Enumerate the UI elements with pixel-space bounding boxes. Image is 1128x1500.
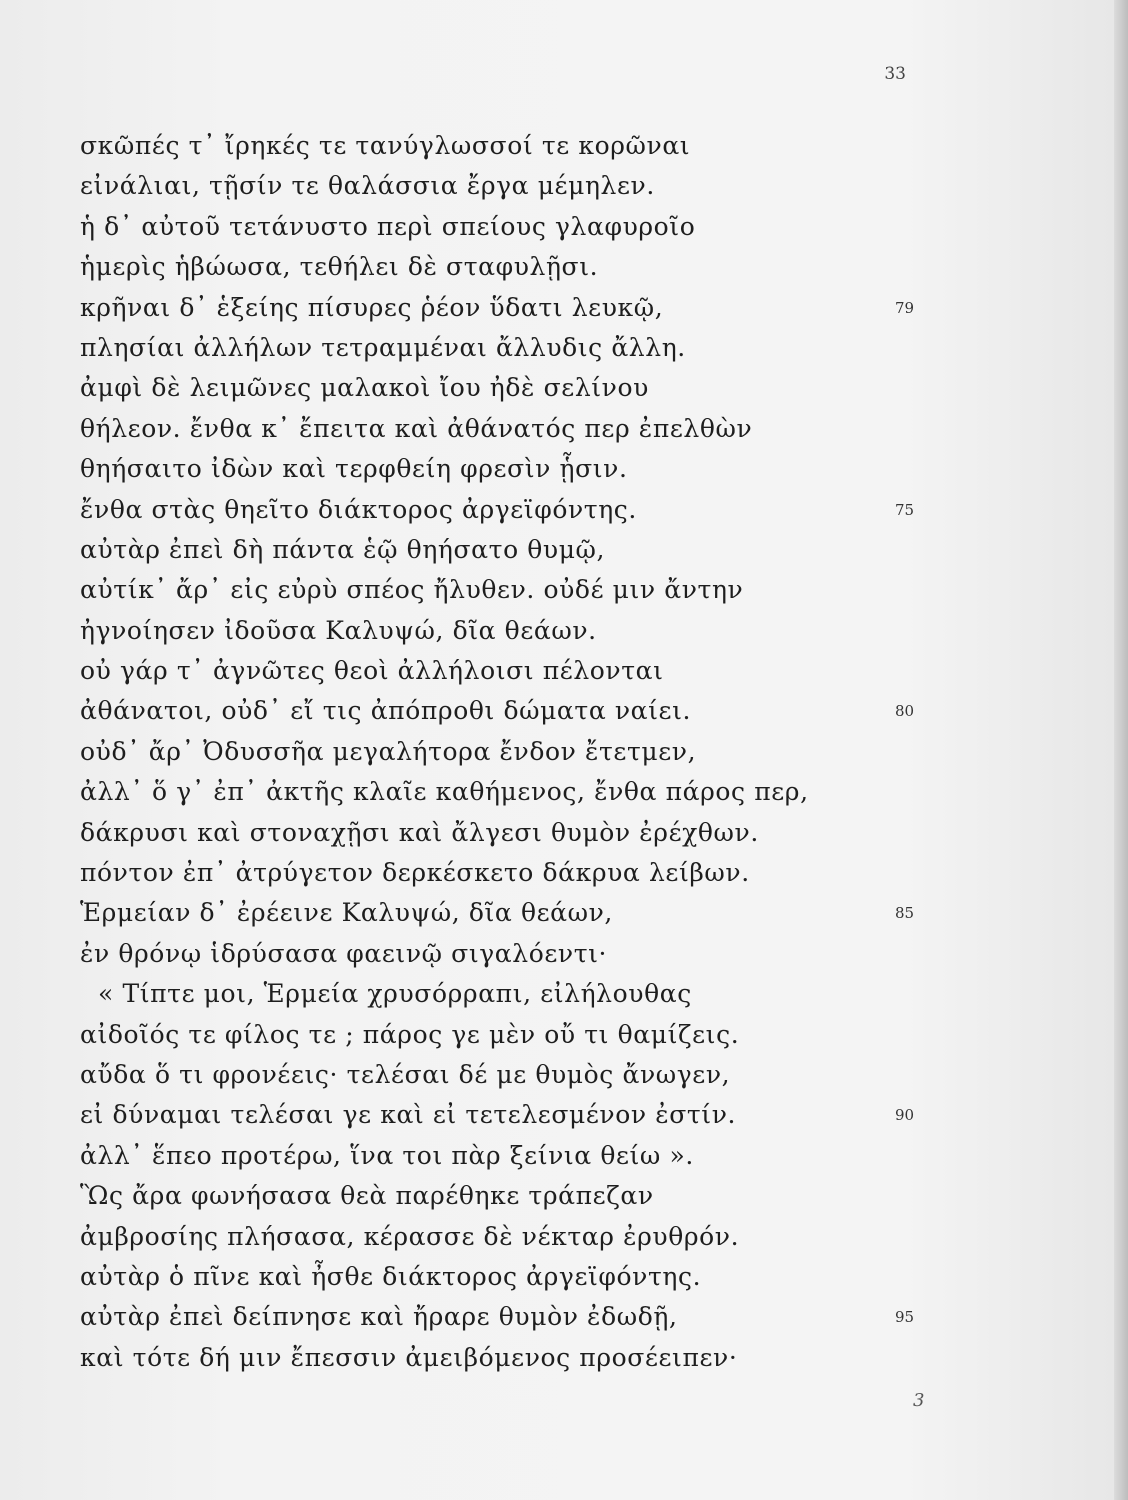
verse-line-text: ἀθάνατοι, οὐδ᾽ εἴ τις ἀπόπροθι δώματα ναίει. xyxy=(80,696,692,726)
verse-line xyxy=(80,1176,940,1216)
verse-line-text: « Τίπτε μοι, Ἑρμεία χρυσόρραπι, εἰλήλουθας xyxy=(98,979,692,1009)
verse-line-text: ἀλλ᾽ ὅ γ᾽ ἐπ᾽ ἀκτῆς κλαῖε καθήμενος, ἔνθα πάρος περ, xyxy=(80,777,809,807)
verse-line-text: κρῆναι δ᾽ ἑξείης πίσυρες ῥέον ὕδατι λευκῷ, xyxy=(80,292,664,322)
page-number: 33 xyxy=(884,64,906,84)
verse-line xyxy=(80,368,940,408)
verse-line xyxy=(80,1257,940,1297)
verse-line xyxy=(80,691,940,731)
line-number: 90 xyxy=(895,1106,915,1125)
verse-line xyxy=(80,853,940,893)
verse-line-text: ἔνθα στὰς θηεῖτο διάκτορος ἀργεϊφόντης. xyxy=(80,494,637,524)
verse-line-text: αὐτὰρ ὁ πῖνε καὶ ἦσθε διάκτορος ἀργεϊφόντης. xyxy=(80,1261,702,1291)
verse-line-text: οὐδ᾽ ἄρ᾽ Ὀδυσσῆα μεγαλήτορα ἔνδον ἔτετμεν, xyxy=(80,736,697,766)
verse-line-text: αὔδα ὅ τι φρονέεις· τελέσαι δέ με θυμὸς ἄνωγεν, xyxy=(80,1059,731,1089)
verse-line xyxy=(80,1217,940,1257)
verse-line-text: δάκρυσι καὶ στοναχῇσι καὶ ἄλγεσι θυμὸν ἐρέχθων. xyxy=(80,817,759,847)
verse-line-text: ἀμφὶ δὲ λειμῶνες μαλακοὶ ἴου ἠδὲ σελίνου xyxy=(80,373,649,403)
verse-line-text: οὐ γάρ τ᾽ ἀγνῶτες θεοὶ ἀλλήλοισι πέλονται xyxy=(80,656,664,686)
verse-line-text: ἐν θρόνῳ ἱδρύσασα φαεινῷ σιγαλόεντι· xyxy=(80,938,608,968)
verse-line-text: ἠγνοίησεν ἰδοῦσα Καλυψώ, δῖα θεάων. xyxy=(80,615,597,645)
verse-line xyxy=(80,166,940,206)
verse-line xyxy=(80,813,940,853)
page-edge xyxy=(1114,0,1128,1500)
verse-line xyxy=(80,490,940,530)
verse-line-text: αἰδοῖός τε φίλος τε ; πάρος γε μὲν οὔ τι θαμίζεις. xyxy=(80,1019,740,1049)
verse-line-text: ἀμβροσίης πλήσασα, κέρασσε δὲ νέκταρ ἐρυθρόν. xyxy=(80,1221,740,1251)
verse-line xyxy=(80,328,940,368)
verse-line xyxy=(80,772,940,812)
verse-block xyxy=(80,126,940,1378)
verse-line xyxy=(80,974,940,1014)
line-number: 75 xyxy=(895,500,915,519)
verse-line-text: θηήσαιτο ἰδὼν καὶ τερφθείη φρεσὶν ᾗσιν. xyxy=(80,454,628,484)
line-number: 79 xyxy=(895,298,915,317)
verse-line xyxy=(80,207,940,247)
verse-line-text: θήλεον. ἔνθα κ᾽ ἔπειτα καὶ ἀθάνατός περ ἐπελθὼν xyxy=(80,413,753,443)
verse-line-text: πλησίαι ἀλλήλων τετραμμέναι ἄλλυδις ἄλλη. xyxy=(80,332,686,362)
verse-line xyxy=(80,1297,940,1337)
line-number: 95 xyxy=(895,1308,915,1327)
signature-mark: 3 xyxy=(913,1390,925,1411)
verse-line xyxy=(80,651,940,691)
verse-line-text: πόντον ἐπ᾽ ἀτρύγετον δερκέσκετο δάκρυα λείβων. xyxy=(80,858,750,888)
verse-line xyxy=(80,530,940,570)
verse-line xyxy=(80,449,940,489)
verse-line xyxy=(80,732,940,772)
verse-line-text: αὐτίκ᾽ ἄρ᾽ εἰς εὐρὺ σπέος ἤλυθεν. οὐδέ μιν ἄντην xyxy=(80,575,744,605)
verse-line xyxy=(80,1338,940,1378)
verse-line xyxy=(80,247,940,287)
verse-line xyxy=(80,409,940,449)
verse-line-text: καὶ τότε δή μιν ἔπεσσιν ἀμειβόμενος προσέειπεν· xyxy=(80,1342,738,1372)
verse-line xyxy=(80,893,940,933)
verse-line xyxy=(80,288,940,328)
verse-line-text: Ὣς ἄρα φωνήσασα θεὰ παρέθηκε τράπεζαν xyxy=(80,1181,654,1211)
verse-line xyxy=(80,1015,940,1055)
verse-line-text: αὐτὰρ ἐπεὶ δείπνησε καὶ ἤραρε θυμὸν ἐδωδῇ, xyxy=(80,1302,678,1332)
verse-line-text: ἀλλ᾽ ἕπεο προτέρω, ἵνα τοι πὰρ ξείνια θείω ». xyxy=(80,1140,694,1170)
verse-line xyxy=(80,1136,940,1176)
verse-line xyxy=(80,570,940,610)
verse-line-text: Ἑρμείαν δ᾽ ἐρέεινε Καλυψώ, δῖα θεάων, xyxy=(80,898,613,928)
verse-line xyxy=(80,1095,940,1135)
verse-line-text: ἡμερὶς ἡβώωσα, τεθήλει δὲ σταφυλῇσι. xyxy=(80,252,599,282)
line-number: 80 xyxy=(895,702,915,721)
verse-line xyxy=(80,934,940,974)
verse-line-text: ἡ δ᾽ αὐτοῦ τετάνυστο περὶ σπείους γλαφυροῖο xyxy=(80,211,696,241)
verse-line xyxy=(80,1055,940,1095)
verse-line xyxy=(80,611,940,651)
verse-line-text: σκῶπές τ᾽ ἴρηκές τε τανύγλωσσοί τε κορῶναι xyxy=(80,131,691,160)
verse-line-text: εἰ δύναμαι τελέσαι γε καὶ εἰ τετελεσμένον ἐστίν. xyxy=(80,1100,737,1130)
verse-line xyxy=(80,126,940,166)
line-number: 85 xyxy=(895,904,915,923)
verse-line-text: αὐτὰρ ἐπεὶ δὴ πάντα ἑῷ θηήσατο θυμῷ, xyxy=(80,534,606,564)
verse-line-text: εἰνάλιαι, τῇσίν τε θαλάσσια ἔργα μέμηλεν. xyxy=(80,171,655,201)
